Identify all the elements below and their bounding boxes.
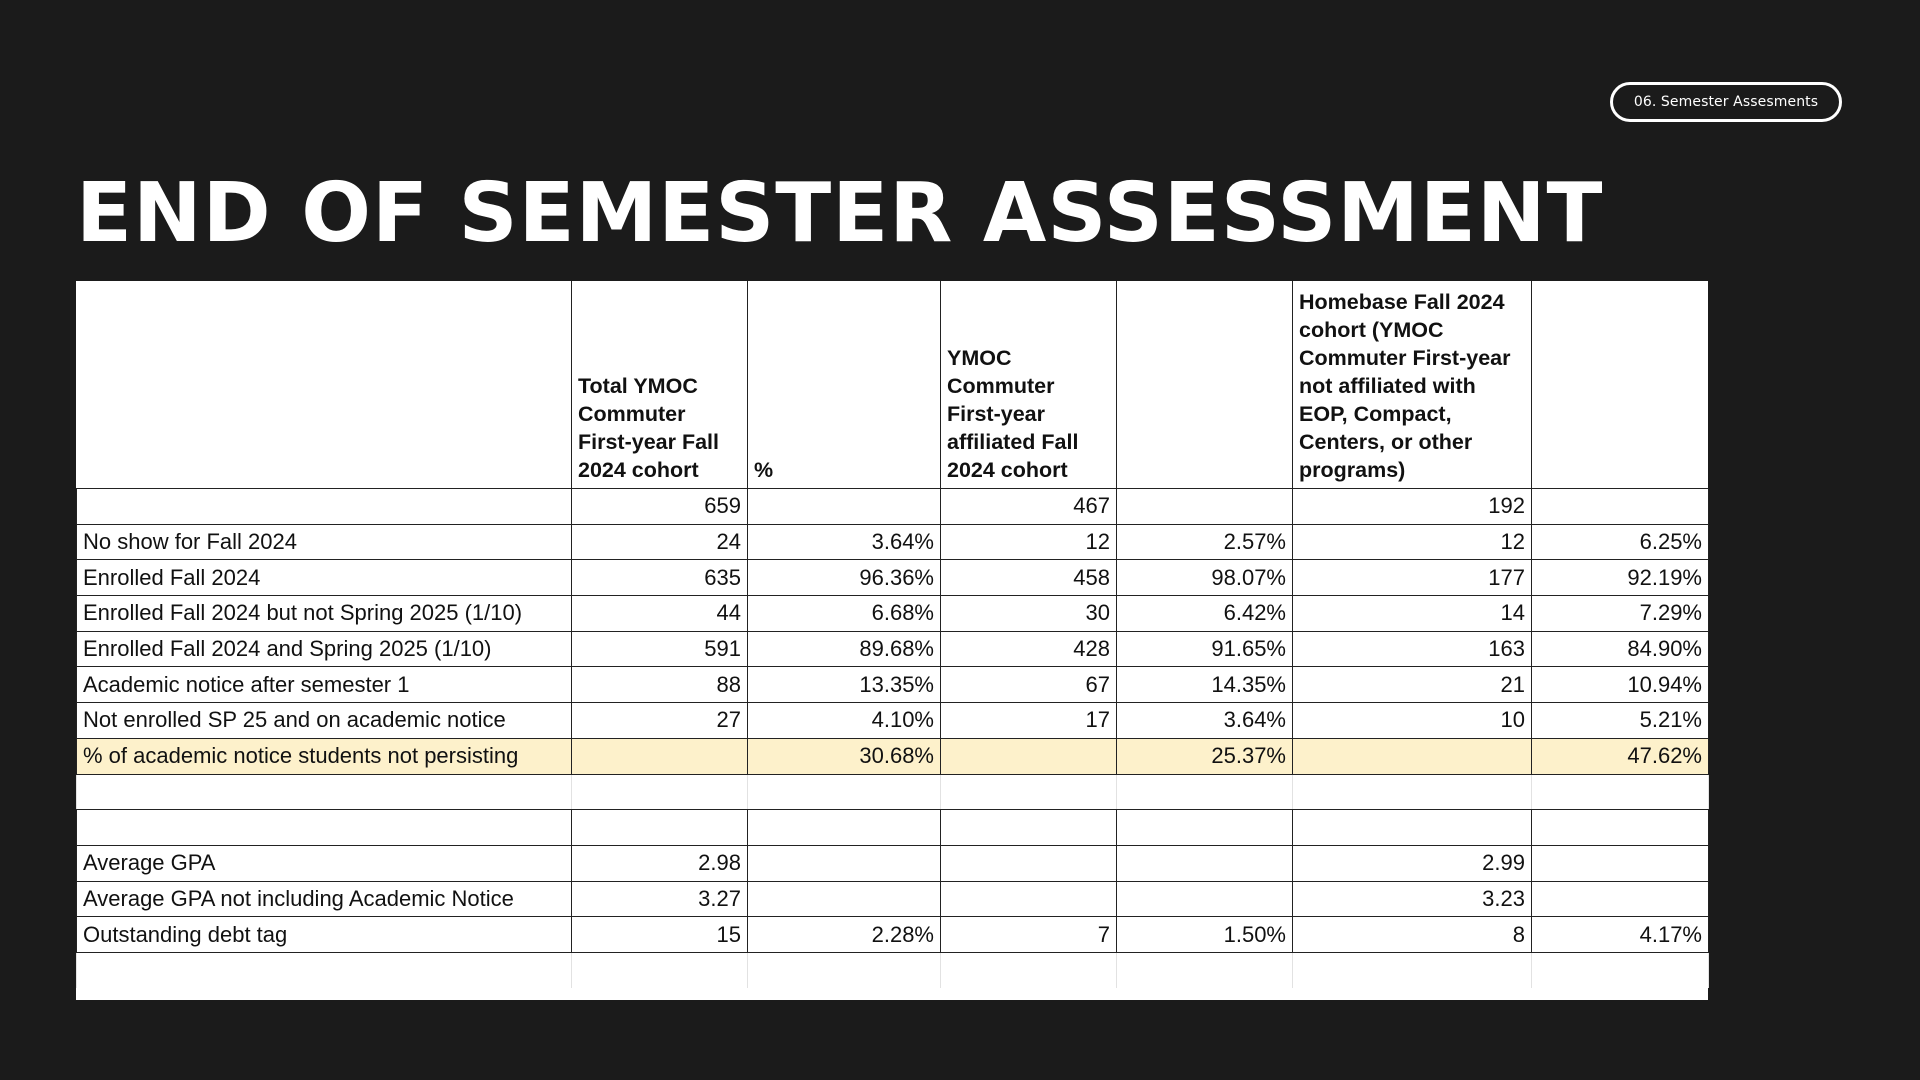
table-row xyxy=(77,774,1709,810)
table-cell: 163 xyxy=(1293,631,1532,667)
table-cell: 1.50% xyxy=(1117,917,1293,953)
table-cell: 7.29% xyxy=(1532,596,1709,632)
table-cell xyxy=(1117,881,1293,917)
table-cell: 2.28% xyxy=(748,917,941,953)
table-cell: 89.68% xyxy=(748,631,941,667)
column-header: % xyxy=(748,281,941,489)
table-cell xyxy=(941,738,1117,774)
table-row xyxy=(77,524,1709,560)
table-cell xyxy=(1532,774,1709,810)
table-cell: 17 xyxy=(941,703,1117,739)
table-cell: 67 xyxy=(941,667,1117,703)
table-row xyxy=(77,596,1709,632)
table-cell: 177 xyxy=(1293,560,1532,596)
table-cell xyxy=(1293,810,1532,846)
table-cell xyxy=(572,738,748,774)
row-label xyxy=(77,774,572,810)
table-cell: 12 xyxy=(1293,524,1532,560)
row-label: No show for Fall 2024 xyxy=(77,524,572,560)
row-label xyxy=(77,489,572,525)
table-cell: 10 xyxy=(1293,703,1532,739)
row-label: Enrolled Fall 2024 xyxy=(77,560,572,596)
table-cell: 192 xyxy=(1293,489,1532,525)
table-cell: 5.21% xyxy=(1532,703,1709,739)
table-cell xyxy=(748,774,941,810)
table-cell: 428 xyxy=(941,631,1117,667)
table-cell: 8 xyxy=(1293,917,1532,953)
table-cell: 458 xyxy=(941,560,1117,596)
table-cell: 25.37% xyxy=(1117,738,1293,774)
table-cell xyxy=(1293,738,1532,774)
table-cell: 10.94% xyxy=(1532,667,1709,703)
column-header xyxy=(1117,281,1293,489)
section-badge: 06. Semester Assesments xyxy=(1610,82,1842,122)
row-label xyxy=(77,952,572,987)
table-row xyxy=(77,703,1709,739)
table-cell: 2.57% xyxy=(1117,524,1293,560)
table-cell: 84.90% xyxy=(1532,631,1709,667)
table-row xyxy=(77,489,1709,525)
table-cell: 6.42% xyxy=(1117,596,1293,632)
table-cell: 47.62% xyxy=(1532,738,1709,774)
table-cell: 3.27 xyxy=(572,881,748,917)
table-cell: 30.68% xyxy=(748,738,941,774)
table-cell: 3.23 xyxy=(1293,881,1532,917)
table-cell: 12 xyxy=(941,524,1117,560)
table-cell: 88 xyxy=(572,667,748,703)
table-cell: 635 xyxy=(572,560,748,596)
table-cell: 4.10% xyxy=(748,703,941,739)
table-cell: 4.17% xyxy=(1532,917,1709,953)
row-label: Enrolled Fall 2024 and Spring 2025 (1/10) xyxy=(77,631,572,667)
table-cell: 13.35% xyxy=(748,667,941,703)
table-cell xyxy=(572,952,748,987)
row-label: % of academic notice students not persisting xyxy=(77,738,572,774)
table-cell: 6.68% xyxy=(748,596,941,632)
assessment-table xyxy=(76,281,1709,988)
table-cell xyxy=(748,881,941,917)
row-label xyxy=(77,810,572,846)
table-row xyxy=(77,917,1709,953)
table-cell xyxy=(1117,489,1293,525)
row-label: Outstanding debt tag xyxy=(77,917,572,953)
row-label: Average GPA xyxy=(77,845,572,881)
table-cell: 467 xyxy=(941,489,1117,525)
table-cell xyxy=(1532,489,1709,525)
table-cell: 7 xyxy=(941,917,1117,953)
table-cell: 14.35% xyxy=(1117,667,1293,703)
table-cell xyxy=(748,845,941,881)
table-cell: 96.36% xyxy=(748,560,941,596)
column-header xyxy=(77,281,572,489)
table-cell: 3.64% xyxy=(1117,703,1293,739)
table-cell: 27 xyxy=(572,703,748,739)
table-cell: 14 xyxy=(1293,596,1532,632)
table-cell xyxy=(1117,774,1293,810)
table-row xyxy=(77,845,1709,881)
table-cell: 659 xyxy=(572,489,748,525)
table-cell: 98.07% xyxy=(1117,560,1293,596)
table-cell xyxy=(941,845,1117,881)
column-header: Total YMOC Commuter First-year Fall 2024 cohort xyxy=(572,281,748,489)
table-cell xyxy=(572,774,748,810)
table-cell: 30 xyxy=(941,596,1117,632)
table-cell xyxy=(1117,810,1293,846)
table-cell: 91.65% xyxy=(1117,631,1293,667)
table-cell xyxy=(941,881,1117,917)
table-row xyxy=(77,810,1709,846)
table-cell: 24 xyxy=(572,524,748,560)
table-cell xyxy=(748,810,941,846)
table-cell: 2.98 xyxy=(572,845,748,881)
table-cell xyxy=(1117,845,1293,881)
table-cell xyxy=(941,810,1117,846)
table-row xyxy=(77,952,1709,987)
table-cell: 92.19% xyxy=(1532,560,1709,596)
table-cell xyxy=(748,489,941,525)
column-header: YMOC Commuter First-year affiliated Fall 2024 cohort xyxy=(941,281,1117,489)
row-label: Average GPA not including Academic Notice xyxy=(77,881,572,917)
table-cell xyxy=(941,774,1117,810)
table-cell: 44 xyxy=(572,596,748,632)
table-row xyxy=(77,631,1709,667)
table-cell: 591 xyxy=(572,631,748,667)
table-cell xyxy=(1532,952,1709,987)
row-label: Academic notice after semester 1 xyxy=(77,667,572,703)
table-row xyxy=(77,560,1709,596)
table-cell xyxy=(1532,881,1709,917)
table-cell xyxy=(1293,774,1532,810)
table-header-row xyxy=(77,281,1709,489)
table-row xyxy=(77,738,1709,774)
table-cell: 15 xyxy=(572,917,748,953)
row-label: Not enrolled SP 25 and on academic notice xyxy=(77,703,572,739)
column-header: Homebase Fall 2024 cohort (YMOC Commuter First-year not affiliated with EOP, Compact, Centers, or other programs) xyxy=(1293,281,1532,489)
table-cell xyxy=(1117,952,1293,987)
table-cell xyxy=(572,810,748,846)
table-row xyxy=(77,667,1709,703)
table-cell: 21 xyxy=(1293,667,1532,703)
table-cell xyxy=(1532,845,1709,881)
table-cell xyxy=(941,952,1117,987)
table-row xyxy=(77,881,1709,917)
page-title: END OF SEMESTER ASSESSMENT xyxy=(76,166,1604,261)
table-cell xyxy=(748,952,941,987)
table-cell xyxy=(1532,810,1709,846)
assessment-table-container xyxy=(76,281,1708,1000)
column-header xyxy=(1532,281,1709,489)
table-cell: 6.25% xyxy=(1532,524,1709,560)
table-cell: 2.99 xyxy=(1293,845,1532,881)
row-label: Enrolled Fall 2024 but not Spring 2025 (1/10) xyxy=(77,596,572,632)
table-cell: 3.64% xyxy=(748,524,941,560)
table-cell xyxy=(1293,952,1532,987)
